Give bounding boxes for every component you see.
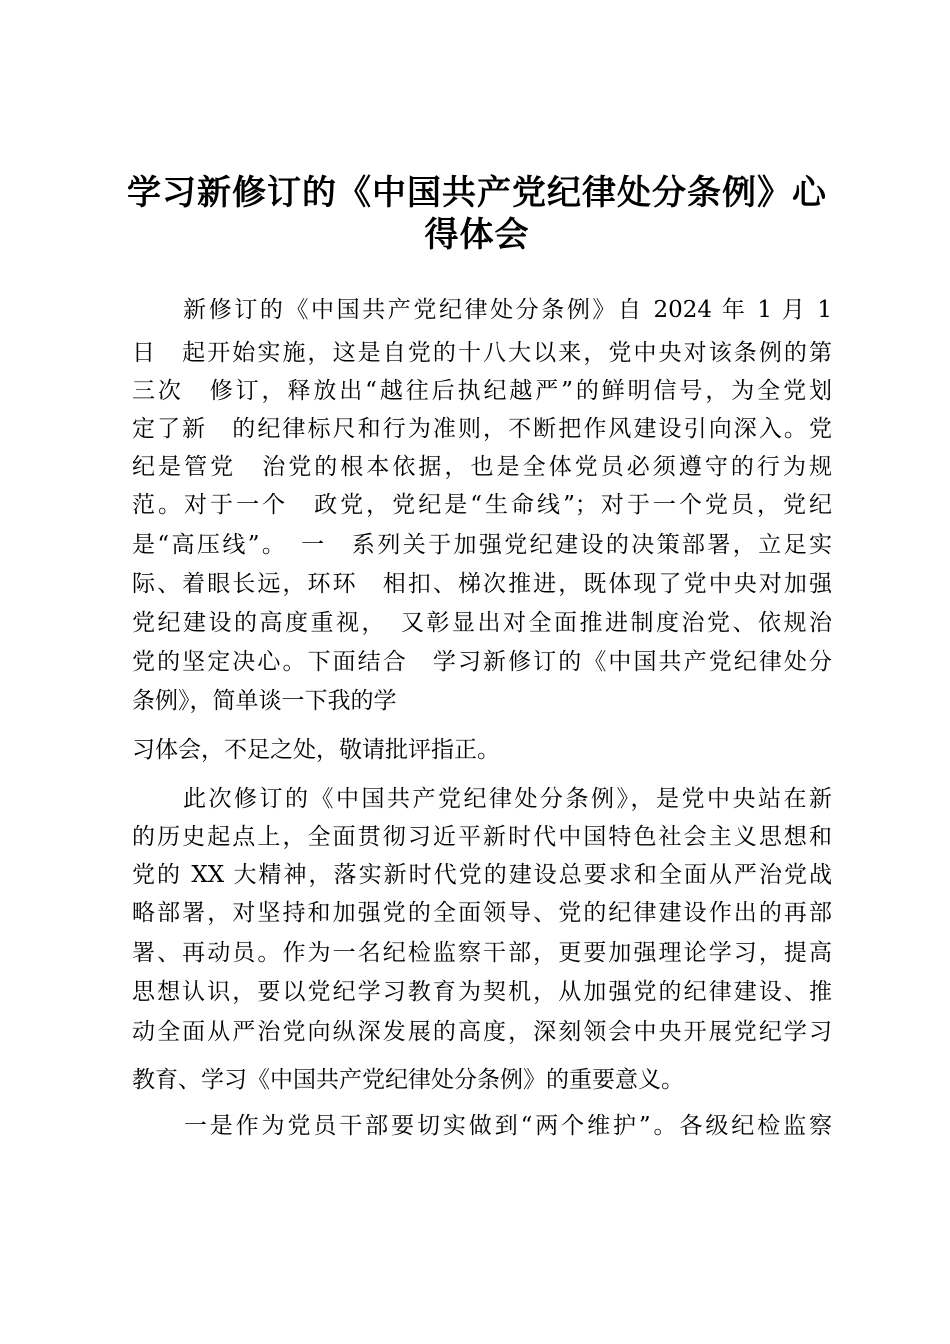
body-line: 新修订的《中国共产党纪律处分条例》自 2024 年 1 月 1 [132,297,832,323]
body-line: 此次修订的《中国共产党纪律处分条例》，是党中央站在新 [132,786,832,812]
body-line: 际、着眼长远，环环 相扣、梯次推进，既体现了党中央对加强 [132,571,832,597]
body-line: 动全面从严治党向纵深发展的高度，深刻领会中央开展党纪学习 [132,1019,832,1045]
body-line: 思想认识，要以党纪学习教育为契机，从加强党的纪律建设、推 [132,979,832,1005]
body-line: 条例》，简单谈一下我的学 [132,688,397,714]
body-line: 的历史起点上，全面贯彻习近平新时代中国特色社会主义思想和 [132,824,832,850]
title-line-2: 得体会 [424,215,530,255]
title-line-1: 学习新修订的《中国共产党纪律处分条例》心 [127,173,827,213]
document-title [120,172,834,256]
body-line: 教育、学习《中国共产党纪律处分条例》的重要意义。 [132,1067,684,1093]
body-line: 日 起开始实施，这是自党的十八大以来，党中央对该条例的第 [132,340,832,366]
body-line: 习体会，不足之处，敬请批评指正。 [132,737,500,763]
body-line: 是“高压线”。 一 系列关于加强党纪建设的决策部署，立足实 [132,532,832,558]
body-line: 范。对于一个 政党，党纪是“生命线”；对于一个党员，党纪 [132,492,832,518]
body-line: 定了新 的纪律标尺和行为准则，不断把作风建设引向深入。党 [132,416,832,442]
body-line: 略部署，对坚持和加强党的全面领导、党的纪律建设作出的再部 [132,900,832,926]
body-line: 纪是管党 治党的根本依据，也是全体党员必须遵守的行为规 [132,454,832,480]
body-line: 三次 修订，释放出“越往后执纪越严”的鲜明信号，为全党划 [132,378,832,404]
body-line: 党的 XX 大精神，落实新时代党的建设总要求和全面从严治党战 [132,862,832,888]
body-line: 一是作为党员干部要切实做到“两个维护”。各级纪检监察 [132,1113,832,1139]
body-line: 党纪建设的高度重视， 又彰显出对全面推进制度治党、依规治 [132,610,832,636]
body-line: 署、再动员。作为一名纪检监察干部，更要加强理论学习，提高 [132,940,832,966]
body-line: 党的坚定决心。下面结合 学习新修订的《中国共产党纪律处分 [132,649,832,675]
